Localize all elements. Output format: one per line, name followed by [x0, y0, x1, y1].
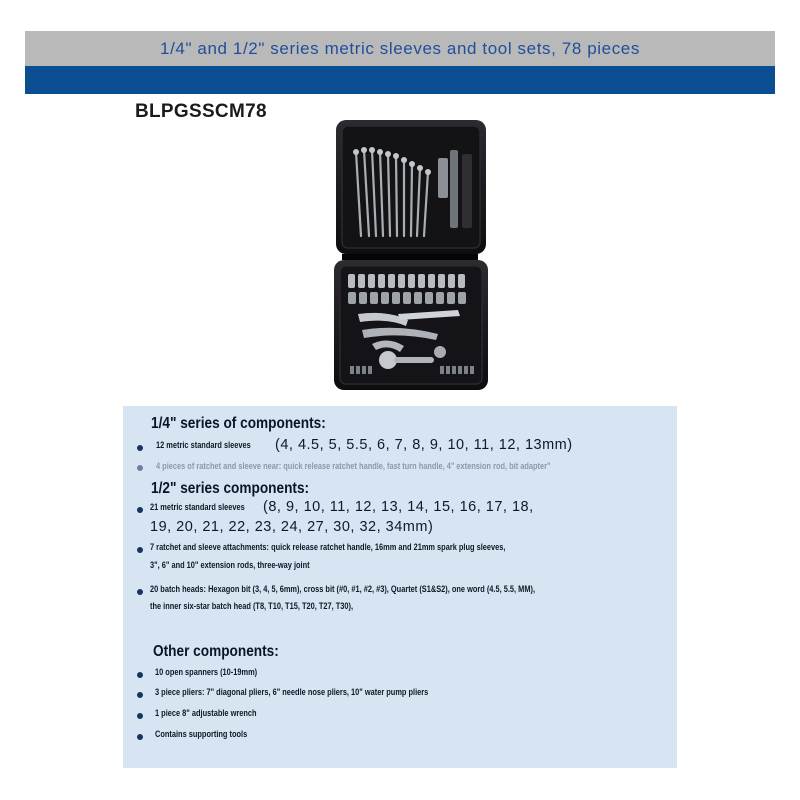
other-components-heading: Other components: — [153, 643, 279, 660]
half-item2-line2: 3", 6" and 10" extension rods, three-way joint — [150, 560, 310, 571]
bullet-icon — [137, 589, 143, 595]
half-item2-line1: 7 ratchet and sleeve attachments: quick release ratchet handle, 16mm and 21mm spark plug sleeves, — [150, 542, 506, 553]
bullet-icon — [137, 547, 143, 553]
other-item: Contains supporting tools — [155, 729, 248, 740]
half-item3-line1: 20 batch heads: Hexagon bit (3, 4, 5, 6mm), cross bit (#0, #1, #2, #3), Quartet (S1&S2), one word (4.5, 5.5, MM), — [150, 584, 536, 595]
half-series-heading: 1/2" series components: — [151, 480, 310, 497]
tool-case-image — [328, 114, 492, 394]
other-item: 3 piece pliers: 7" diagonal pliers, 6" needle nose pliers, 10" water pump pliers — [155, 687, 429, 698]
page-title: 1/4" and 1/2" series metric sleeves and tool sets, 78 pieces — [160, 38, 640, 58]
half-item1-label: 21 metric standard sleeves — [150, 502, 245, 513]
quarter-item1-sizes: (4, 4.5, 5, 5.5, 6, 7, 8, 9, 10, 11, 12, 13mm) — [275, 437, 573, 453]
quarter-item1-label: 12 metric standard sleeves — [156, 440, 251, 451]
half-item1-sizes-line2: 19, 20, 21, 22, 23, 24, 27, 30, 32, 34mm) — [150, 519, 434, 535]
bullet-icon — [137, 507, 143, 513]
bullet-icon — [137, 672, 143, 678]
other-item: 1 piece 8" adjustable wrench — [155, 708, 257, 719]
bullet-icon — [137, 734, 143, 740]
other-item: 10 open spanners (10-19mm) — [155, 667, 258, 678]
product-code: BLPGSSCM78 — [135, 101, 267, 122]
title-bar — [25, 31, 775, 66]
half-item1-sizes-line1: (8, 9, 10, 11, 12, 13, 14, 15, 16, 17, 18, — [263, 499, 534, 515]
quarter-series-heading: 1/4" series of components: — [151, 415, 326, 432]
bullet-icon — [137, 445, 143, 451]
half-item3-line2: the inner six-star batch head (T8, T10, T15, T20, T27, T30), — [150, 601, 354, 612]
header-band — [25, 66, 775, 94]
bullet-icon — [137, 713, 143, 719]
quarter-item2: 4 pieces of ratchet and sleeve near: quick release ratchet handle, fast turn handle, 4" extension rod, bit adapter" — [156, 461, 551, 472]
bullet-icon — [137, 692, 143, 698]
bullet-icon — [137, 465, 143, 471]
